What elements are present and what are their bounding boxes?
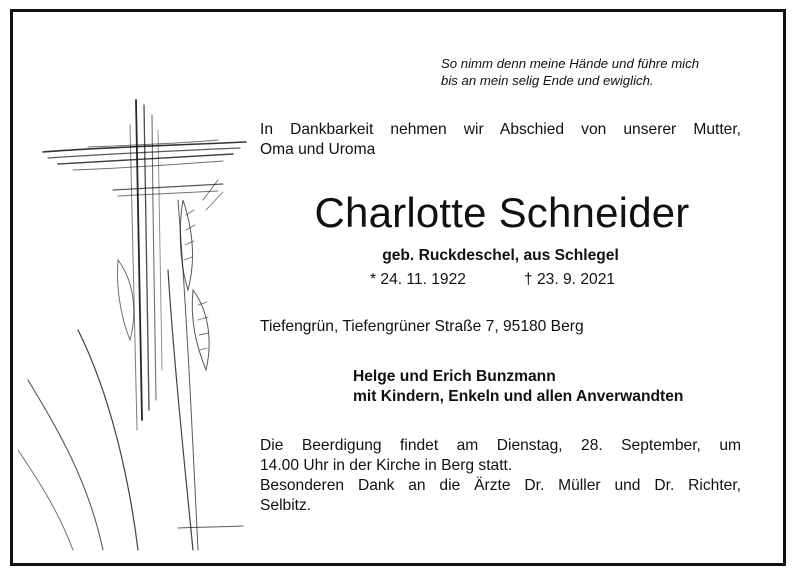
mourners-line: Helge und Erich Bunzmann — [353, 368, 556, 385]
mourners-line: mit Kindern, Enkeln und allen Anverwandten — [353, 388, 684, 405]
thanks-line: Besonderen Dank an die Ärzte Dr. Müller und Dr. Richter, — [260, 477, 741, 494]
bible-verse — [441, 55, 761, 89]
death-date: † 23. 9. 2021 — [524, 271, 616, 288]
mourners — [353, 367, 753, 407]
intro-line: In Dankbarkeit nehmen wir Abschied von unserer Mutter, — [260, 121, 741, 138]
deceased-name: Charlotte Schneider — [314, 189, 690, 236]
funeral-line: Die Beerdigung findet am Dienstag, 28. September, um — [260, 437, 741, 454]
thanks-line: Selbitz. — [260, 497, 312, 514]
funeral-line: 14.00 Uhr in der Kirche in Berg statt. — [260, 457, 513, 474]
birth-date: * 24. 11. 1922 — [370, 271, 466, 288]
address: Tiefengrün, Tiefengrüner Straße 7, 95180 Berg — [260, 318, 584, 335]
verse-line: bis an mein selig Ende und ewiglich. — [441, 73, 654, 88]
funeral-info — [260, 436, 741, 516]
verse-line: So nimm denn meine Hände und führe mich — [441, 56, 700, 71]
farewell-intro — [260, 120, 741, 160]
sketched-cross-with-wheat-icon — [18, 30, 258, 560]
birth-name-origin: geb. Ruckdeschel, aus Schlegel — [382, 247, 619, 264]
intro-line: Oma und Uroma — [260, 141, 376, 158]
